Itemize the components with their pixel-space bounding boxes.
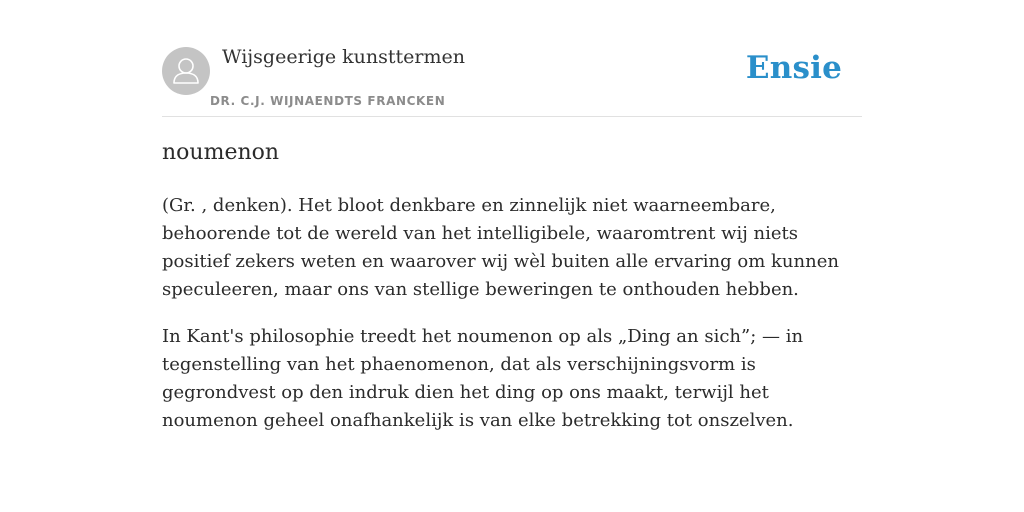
ensie-logo[interactable]: Ensie (745, 50, 842, 86)
entry-paragraph: (Gr. , denken). Het bloot denkbare en zinnelijk niet waarneembare, behoorende tot de wereld van het intelligibele, waaromtrent wij niets positief zekers weten en waarover wij wèl buiten alle ervaring om kunnen speculeeren, maar ons van stellige beweringen te onthouden hebben. (162, 195, 839, 300)
author-link[interactable]: DR. C.J. WIJNAENDTS FRANCKEN (210, 94, 446, 108)
avatar[interactable] (162, 47, 210, 95)
entry-title: noumenon (162, 140, 280, 165)
entry-body (162, 192, 862, 454)
source-title-link[interactable]: Wijsgeerige kunsttermen (222, 46, 466, 68)
source-header (162, 40, 862, 117)
user-placeholder-icon (162, 47, 210, 95)
entry-paragraph: In Kant's philosophie treedt het noumenon op als „Ding an sich”; — in tegenstelling van het phaenomenon, dat als verschijningsvorm is gegrondvest op den indruk dien het ding op ons maakt, terwijl het noumenon geheel onafhankelijk is van elke betrekking tot onszelven. (162, 326, 804, 431)
